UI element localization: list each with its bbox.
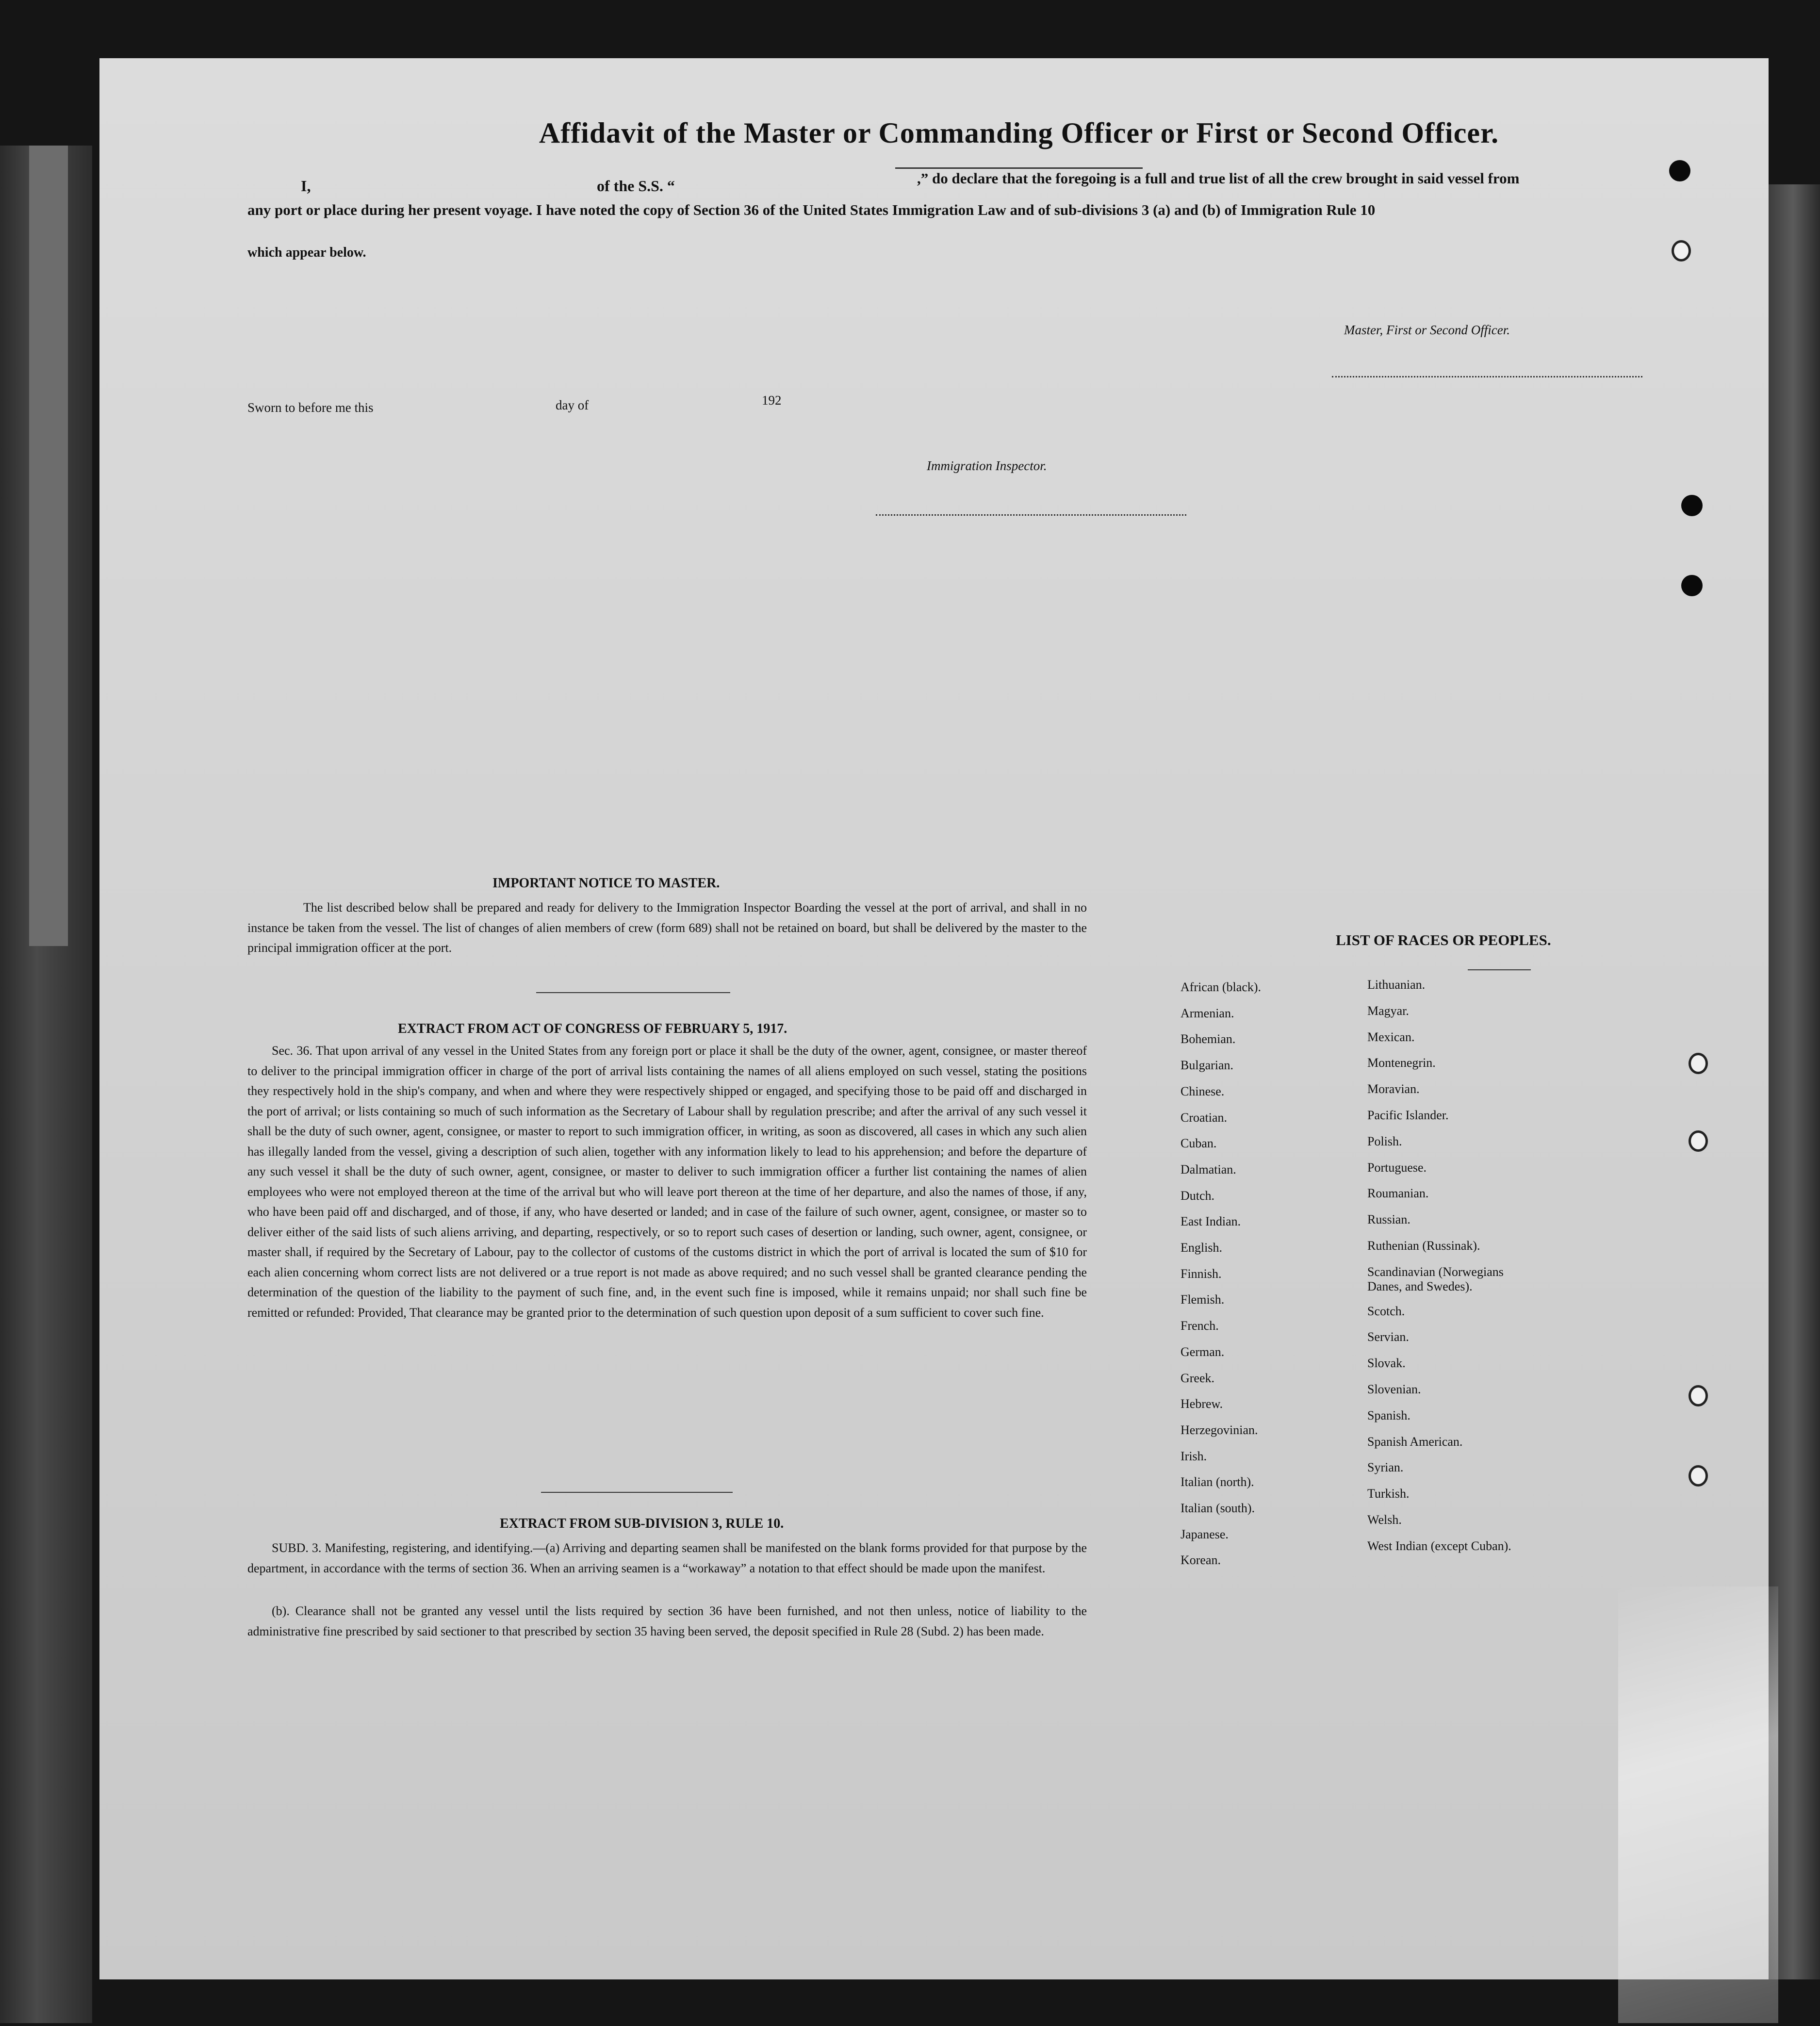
signature-line [1332,376,1642,377]
race-entry: Slovenian. [1367,1382,1421,1396]
race-entry: Armenian. [1181,1006,1234,1020]
sworn-year: 192 [762,393,782,408]
race-entry: Syrian. [1367,1460,1404,1475]
race-entry: Magyar. [1367,1003,1409,1018]
race-entry: Portuguese. [1367,1160,1427,1175]
race-entry: Italian (north). [1181,1475,1254,1489]
race-entry: African (black). [1181,980,1262,994]
declaration-ship-label: of the S.S. “ [597,177,675,195]
punch-hole [1689,1130,1708,1152]
race-entry: German. [1181,1344,1225,1359]
punch-hole [1689,1385,1708,1406]
race-entry: Herzegovinian. [1181,1422,1258,1437]
race-entry: Servian. [1367,1330,1409,1344]
inspector-signature-line [876,514,1186,516]
race-entry: Roumanian. [1367,1186,1429,1201]
left-page-strip [29,146,68,946]
race-entry: Greek. [1181,1371,1215,1385]
race-entry: Welsh. [1367,1512,1402,1527]
race-entry: Chinese. [1181,1084,1225,1098]
race-entry: French. [1181,1319,1219,1333]
race-entry: Bulgarian. [1181,1058,1234,1073]
race-entry: Polish. [1367,1134,1402,1148]
sworn-day-of: day of [556,398,589,412]
notice-body: The list described below shall be prepared and ready for delivery to the Immigration Inspector Boarding the vessel at the port of arrival, and shall in no instance be taken from the vessel. The list of changes of alien members of crew (form 689) shall not be retained on board, but shall be delivered by the master to the principal immigration officer at the port. [247,900,1087,955]
declaration-line3: which appear below. [247,245,366,260]
race-entry: Lithuanian. [1367,978,1426,992]
extract-rule-title: EXTRACT FROM SUB-DIVISION 3, RULE 10. [500,1516,784,1531]
race-entry: Mexican. [1367,1029,1415,1044]
punch-hole [1681,495,1703,516]
punch-hole [1672,240,1691,261]
title-underline [895,167,1143,169]
punch-hole [1689,1053,1708,1074]
race-entry: Bohemian. [1181,1032,1236,1046]
extract-rule-subd-a: SUBD. 3. Manifesting, registering, and identifying.—(a) Arriving and departing seamen shall be manifested on the blank forms provided for that purpose by the department, in accordance with the terms of section 36. When an arriving seamen is a “workaway” a notation to that effect should be made upon the manifest. [247,1541,1087,1575]
notice-title: IMPORTANT NOTICE TO MASTER. [492,876,720,891]
race-entry: Scotch. [1367,1304,1405,1318]
race-entry: Flemish. [1181,1292,1225,1307]
race-entry: Scandinavian (Norwegians Danes, and Swedes). [1367,1264,1504,1293]
races-underline [1468,969,1531,970]
race-entry: Slovak. [1367,1356,1406,1371]
race-entry: English. [1181,1241,1222,1255]
sworn-text: Sworn to before me this [247,400,374,415]
race-entry: Korean. [1181,1553,1221,1568]
affidavit-page [99,58,1769,1979]
page-title: Affidavit of the Master or Commanding Officer or First or Second Officer. [539,117,1499,149]
race-entry: Italian (south). [1181,1501,1255,1515]
race-entry: Irish. [1181,1449,1207,1463]
punch-hole [1689,1465,1708,1487]
race-entry: Dutch. [1181,1188,1215,1203]
declaration-line1: ,” do declare that the foregoing is a full and true list of all the crew brought in said vessel from [917,170,1520,187]
inspector-caption: Immigration Inspector. [927,458,1047,473]
race-entry: Spanish. [1367,1408,1410,1422]
race-entry: Dalmatian. [1181,1162,1236,1176]
race-entry: Japanese. [1181,1527,1229,1541]
race-entry: West Indian (except Cuban). [1367,1538,1511,1553]
race-entry: East Indian. [1181,1214,1241,1229]
extract-act-body: Sec. 36. That upon arrival of any vessel in the United States from any foreign port or place it shall be the duty of the owner, agent, consignee, or master thereof to deliver to the principal immigration officer in charge of the port of arrival lists containing the names of all aliens employed on such vessel, stating the positions they respectively hold in the ship's company, and when and where they were respectively shipped or engaged, and specifying those to be paid off and discharged in the port of arrival; or lists containing so much of such information as the Secretary of Labour shall by regulation prescribe; and after the arrival of any such vessel it shall be the duty of such owner, agent, consignee, or master to report to such immigration officer, in writing, as soon as discovered, all cases in which any such alien has illegally landed from the vessel, giving a description of such alien, together with any information likely to lead to his apprehension; and before the departure of any such vessel it shall be the duty of such owner, agent, consignee, or master to deliver to such immigration officer a further list containing the names of alien employees who were not employed thereon at the time of the arrival but who will leave port thereon at the time of her departure, and also the names of those, if any, who have been paid off and discharged, and of those, if any, who have deserted or landed; and in case of the failure of such owner, agent, consignee, or master so to deliver either of the said lists of such aliens arriving, and departing, respectively, or so to report such cases of desertion or landing, such owner, agent, consignee, or master shall, if required by the Secretary of Labour, pay to the collector of customs of the customs district in which the port of arrival is located the sum of $10 for each alien concerning whom correct lists are not delivered or a true report is not made as above required; and no such vessel shall be granted clearance pending the determination of the question of the liability to the payment of such fine, and, in the event such fine is imposed, while it remains unpaid; nor shall such fine be remitted or refunded: Provided, That clearance may be granted prior to the determination of such question upon deposit of a sum sufficient to cover such fine. [247,1044,1087,1320]
punch-hole [1669,160,1690,181]
races-title: LIST OF RACES OR PEOPLES. [1336,931,1551,948]
punch-hole [1681,575,1703,596]
declaration-line2: any port or place during her present voyage. I have noted the copy of Section 36 of the United States Immigration Law and of sub-divisions 3 (a) and (b) of Immigration Rule 10 [247,201,1376,218]
race-entry: Moravian. [1367,1082,1420,1096]
race-entry: Turkish. [1367,1487,1410,1501]
race-entry: Pacific Islander. [1367,1108,1449,1122]
race-entry: Montenegrin. [1367,1056,1436,1070]
race-entry: Spanish American. [1367,1434,1463,1449]
race-entry: Cuban. [1181,1136,1217,1151]
race-entry: Hebrew. [1181,1397,1223,1411]
declaration-i: I, [301,177,311,195]
race-entry: Croatian. [1181,1110,1228,1125]
race-entry: Ruthenian (Russinak). [1367,1239,1480,1253]
notice-rule [536,992,730,993]
race-entry: Russian. [1367,1212,1410,1227]
signature-caption: Master, First or Second Officer. [1344,323,1510,337]
extract-act-rule [541,1492,733,1493]
race-entry: Finnish. [1181,1266,1222,1281]
extract-rule-subd-b: (b). Clearance shall not be granted any vessel until the lists required by section 36 have been furnished, and not then unless, notice of liability to the administrative fine prescribed by said sectioner to that prescribed by section 35 having been served, the deposit specified in Rule 28 (Subd. 2) has been made. [247,1604,1087,1638]
extract-act-title: EXTRACT FROM ACT OF CONGRESS OF FEBRUARY 5, 1917. [398,1021,787,1036]
torn-corner [1618,1586,1778,2023]
